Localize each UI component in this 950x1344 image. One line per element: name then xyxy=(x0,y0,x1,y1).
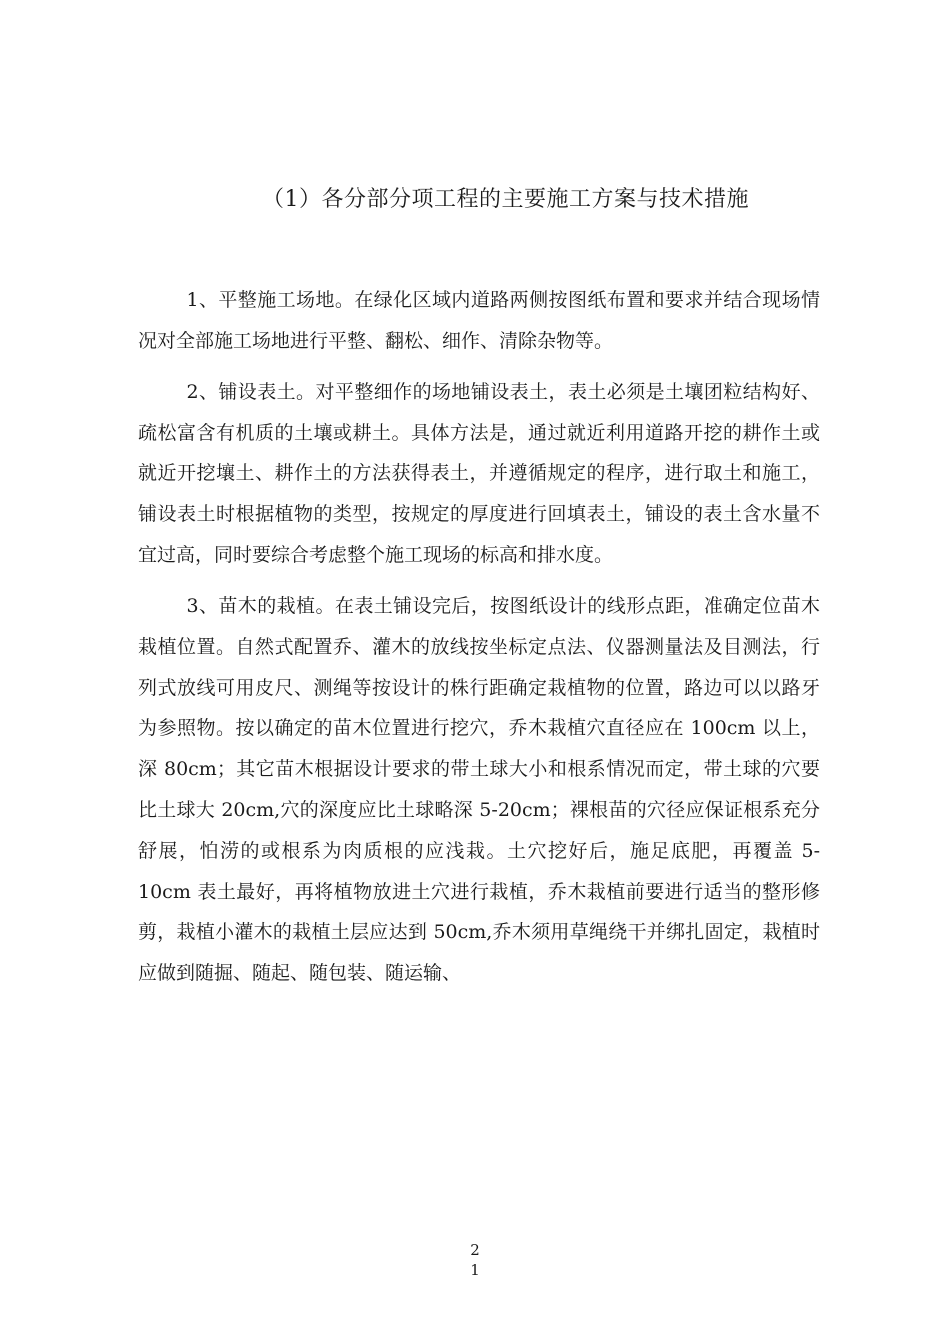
page-number xyxy=(0,1240,950,1280)
page-number-top: 2 xyxy=(470,1241,480,1259)
page-number-bottom: 1 xyxy=(470,1261,480,1279)
body-text xyxy=(138,280,820,1004)
paragraph-site-leveling: 1、平整施工场地。在绿化区域内道路两侧按图纸布置和要求并结合现场情况对全部施工场地进行平整、翻松、细作、清除杂物等。 xyxy=(138,289,820,352)
section-heading: （1）各分部分项工程的主要施工方案与技术措施 xyxy=(262,187,749,212)
paragraph-topsoil: 2、铺设表土。对平整细作的场地铺设表土，表土必须是土壤团粒结构好、疏松富含有机质的土壤或耕土。具体方法是，通过就近利用道路开挖的耕作土或就近开挖壤土、耕作土的方法获得表土，并遵循规定的程序，进行取土和施工，铺设表土时根据植物的类型，按规定的厚度进行回填表土，铺设的表土含水量不宜过高，同时要综合考虑整个施工现场的标高和排水度。 xyxy=(138,380,820,566)
paragraph-planting: 3、苗木的栽植。在表土铺设完后，按图纸设计的线形点距，准确定位苗木栽植位置。自然式配置乔、灌木的放线按坐标定点法、仪器测量法及目测法，行列式放线可用皮尺、测绳等按设计的株行距确定栽植物的位置，路边可以以路牙为参照物。按以确定的苗木位置进行挖穴，乔木栽植穴直径应在 100cm 以上，深 80cm；其它苗木根据设计要求的带土球大小和根系情况而定，带土球的穴要比土球大 20cm,穴的深度应比土球略深 5-20cm；裸根苗的穴径应保证根系充分舒展，怕涝的或根系为肉质根的应浅栽。土穴挖好后，施足底肥，再覆盖 5-10cm 表土最好，再将植物放进土穴进行栽植，乔木栽植前要进行适当的整形修剪，栽植小灌木的栽植土层应达到 50cm,乔木须用草绳绕干并绑扎固定，栽植时应做到随掘、随起、随包装、随运输、 xyxy=(138,594,820,985)
